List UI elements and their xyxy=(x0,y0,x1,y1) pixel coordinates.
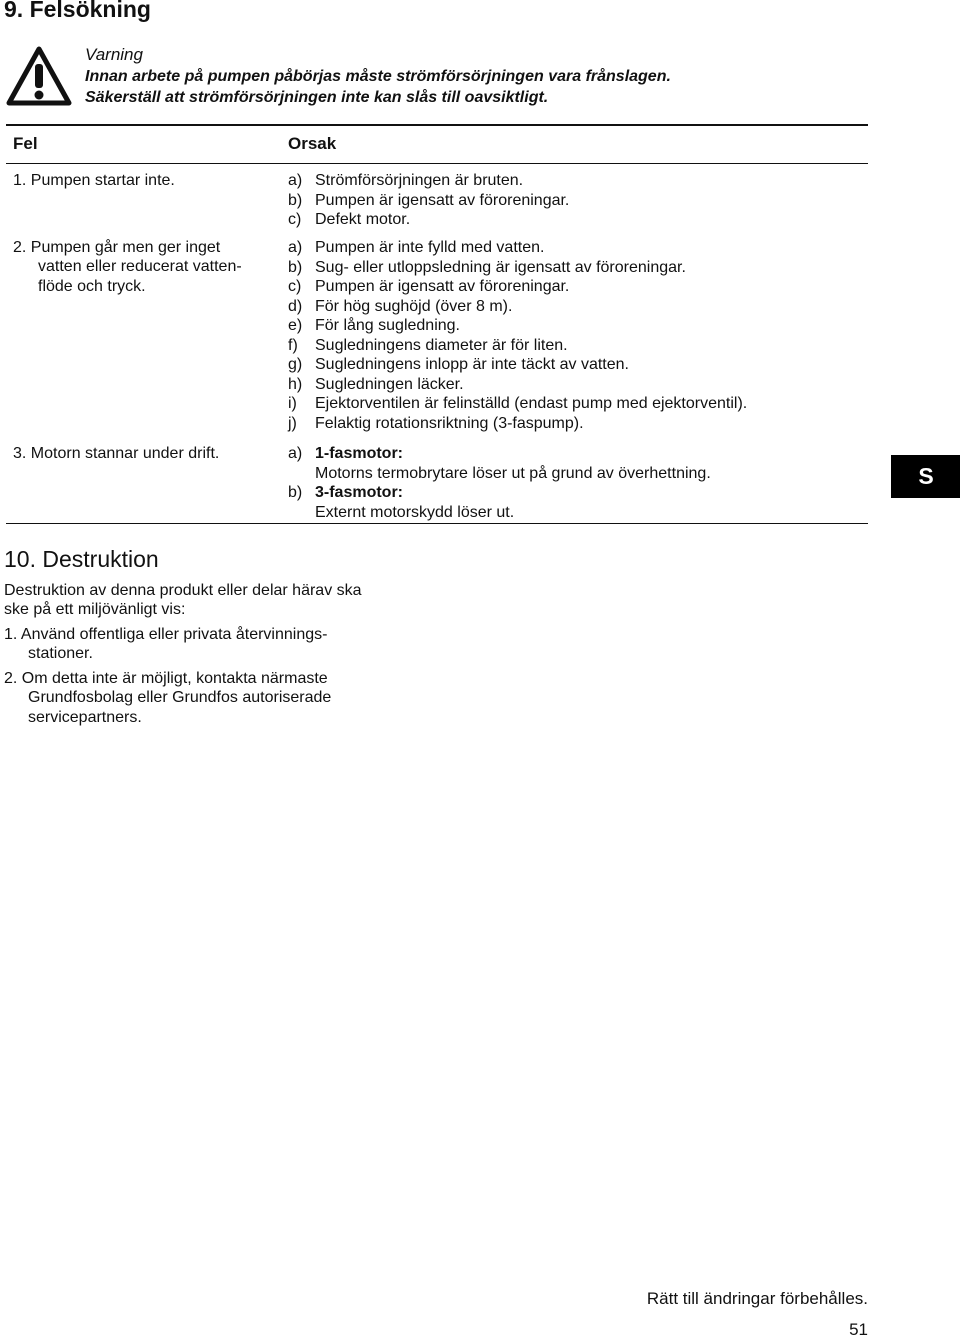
section-title-destruktion: 10. Destruktion xyxy=(4,546,159,572)
cause-text: Strömförsörjningen är bruten. xyxy=(315,172,524,189)
cause-text: Pumpen är inte fylld med vatten. xyxy=(315,239,545,256)
footer-note: Rätt till ändringar förbehålles. xyxy=(646,1289,868,1308)
cause-text: Externt motorskydd löser ut. xyxy=(315,503,515,521)
cause-key: b) xyxy=(288,191,303,209)
cause-text: Ejektorventilen är felinställd (endast pump med ejektorventil). xyxy=(315,395,748,412)
cause-text: Pumpen är igensatt av föroreningar. xyxy=(315,191,570,209)
cause-item xyxy=(288,375,747,395)
cause-key: h) xyxy=(288,375,303,393)
page-number: 51 xyxy=(849,1320,868,1339)
causes-list-2 xyxy=(288,238,747,433)
destruktion-item2-line2: Grundfosbolag eller Grundfos autoriserade xyxy=(28,689,332,706)
causes-list-3 xyxy=(288,444,711,522)
warning-text-line2: Säkerställ att strömförsörjningen inte kan slås till oavsiktligt. xyxy=(85,89,549,106)
cause-key: b) xyxy=(288,484,303,501)
cause-key: e) xyxy=(288,317,303,334)
cause-text: 3-fasmotor: xyxy=(315,484,404,501)
warning-triangle-icon xyxy=(6,46,72,106)
cause-key: a) xyxy=(288,172,303,189)
cause-text: Defekt motor. xyxy=(315,211,411,228)
table-header-fault: Fel xyxy=(13,134,38,153)
cause-item xyxy=(288,297,747,317)
cause-text: Sugledningen läcker. xyxy=(315,375,464,393)
cause-key: a) xyxy=(288,445,303,462)
warning-title: Varning xyxy=(85,45,143,64)
cause-text: 1-fasmotor: xyxy=(315,445,404,462)
cause-item xyxy=(288,210,569,230)
fault-2-line2: vatten eller reducerat vatten- xyxy=(38,258,242,275)
cause-item xyxy=(288,355,747,375)
destruktion-item2-line3: servicepartners. xyxy=(28,709,142,726)
cause-text: För lång sugledning. xyxy=(315,317,460,334)
destruktion-intro-line2: ske på ett miljövänligt vis: xyxy=(4,601,186,618)
cause-key: j) xyxy=(288,414,297,432)
cause-text: För hög sughöjd (över 8 m). xyxy=(315,297,513,315)
cause-item xyxy=(288,464,711,484)
table-bottom-rule xyxy=(6,523,868,524)
cause-key: b) xyxy=(288,258,303,276)
cause-text: Felaktig rotationsriktning (3-faspump). xyxy=(315,414,584,432)
cause-item xyxy=(288,414,747,434)
cause-text: Motorns termobrytare löser ut på grund av överhettning. xyxy=(315,464,711,482)
cause-item xyxy=(288,171,569,191)
destruktion-intro-line1: Destruktion av denna produkt eller delar härav ska xyxy=(4,582,362,599)
destruktion-item2-line1: 2. Om detta inte är möjligt, kontakta närmaste xyxy=(4,670,328,687)
cause-key xyxy=(288,464,315,484)
cause-item xyxy=(288,483,711,503)
cause-item xyxy=(288,258,747,278)
cause-key: c) xyxy=(288,211,302,228)
cause-item xyxy=(288,394,747,414)
cause-key: g) xyxy=(288,356,303,373)
table-top-rule xyxy=(6,124,868,126)
cause-item xyxy=(288,444,711,464)
table-header-rule xyxy=(6,163,868,164)
table-header-cause: Orsak xyxy=(288,134,337,153)
language-tab-s: S xyxy=(891,455,960,498)
cause-item xyxy=(288,316,747,336)
fault-3: 3. Motorn stannar under drift. xyxy=(13,445,220,462)
cause-item xyxy=(288,277,747,297)
cause-key xyxy=(288,503,315,523)
fault-1: 1. Pumpen startar inte. xyxy=(13,172,175,189)
cause-text: Sugledningens diameter är för liten. xyxy=(315,336,568,354)
destruktion-item1-line1: 1. Använd offentliga eller privata återvinnings- xyxy=(4,626,328,643)
causes-list-1 xyxy=(288,171,569,230)
cause-key: d) xyxy=(288,297,303,315)
cause-key: a) xyxy=(288,239,303,256)
warning-text-line1: Innan arbete på pumpen påbörjas måste strömförsörjningen vara frånslagen. xyxy=(85,68,671,85)
destruktion-item1-line2: stationer. xyxy=(28,645,93,662)
cause-text: Sugledningens inlopp är inte täckt av vatten. xyxy=(315,356,629,373)
cause-key: f) xyxy=(288,336,298,354)
cause-key: c) xyxy=(288,278,302,295)
cause-item xyxy=(288,191,569,211)
cause-key: i) xyxy=(288,395,297,412)
section-title-felsokning: 9. Felsökning xyxy=(4,0,151,22)
cause-item xyxy=(288,238,747,258)
fault-2-line3: flöde och tryck. xyxy=(38,278,146,295)
cause-text: Pumpen är igensatt av föroreningar. xyxy=(315,278,570,295)
cause-item xyxy=(288,503,711,523)
cause-item xyxy=(288,336,747,356)
fault-2-line1: 2. Pumpen går men ger inget xyxy=(13,239,221,256)
cause-text: Sug- eller utloppsledning är igensatt av föroreningar. xyxy=(315,258,686,276)
